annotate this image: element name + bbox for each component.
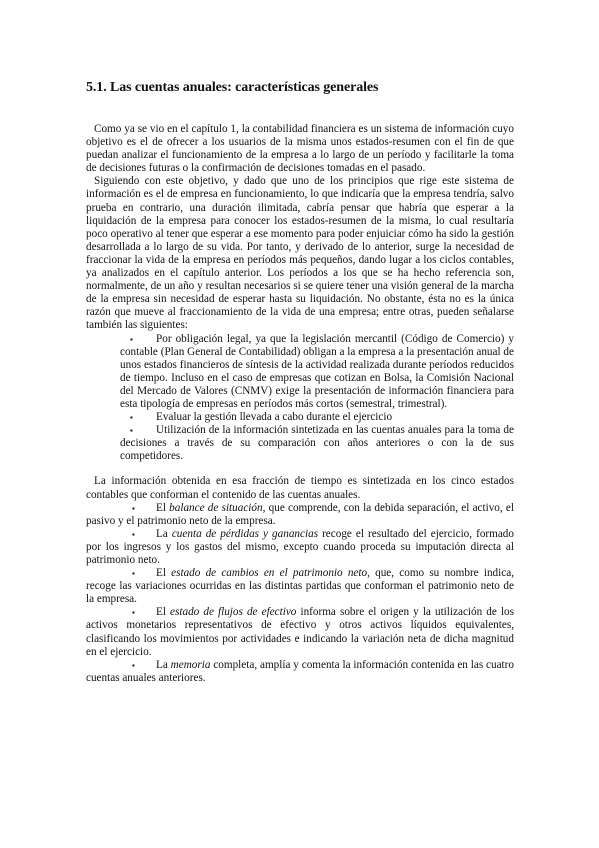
statements-list	[86, 502, 514, 685]
bullet-icon: ▪	[132, 660, 135, 670]
statement-term: estado de cambios en el patrimonio neto	[171, 567, 368, 580]
bullet-icon: ▪	[130, 413, 133, 423]
list-item: ▪ El balance de situación, que comprende, con la debida separación, el activo, el pasivo y el patrimonio neto de la empresa.	[86, 501, 514, 527]
list-item: ▪ La memoria completa, amplía y comenta la información contenida en las cuatro cuentas anuales anteriores.	[86, 658, 514, 684]
bullet-icon: ▪	[132, 503, 135, 513]
list-item: ▪ El estado de flujos de efectivo informa sobre el origen y la utilización de los activos monetarios representativos de efectivo y otros activos líquidos equivalentes, clasificando los movimientos por actividades e indicando la variación neta de dicha magnitud en el ejercicio.	[86, 606, 514, 658]
paragraph-statements-intro: La información obtenida en esa fracción de tiempo es sintetizada en los cinco estados contables que conforman el contenido de las cuentas anuales.	[86, 475, 514, 501]
statement-term: estado de flujos de efectivo	[170, 606, 297, 619]
bullet-icon: ▪	[132, 608, 135, 618]
list-item: ▪ El estado de cambios en el patrimonio neto, que, como su nombre indica, recoge las variaciones ocurridas en las distintas partidas que conforman el patrimonio neto de la empresa.	[86, 567, 514, 606]
statement-term: balance de situación	[169, 501, 263, 514]
statement-term: cuenta de pérdidas y ganancias	[171, 527, 319, 540]
document-body	[86, 123, 514, 685]
statement-term: memoria	[170, 658, 211, 671]
bullet-icon: ▪	[132, 529, 135, 539]
paragraph-periods: Siguiendo con este objetivo, y dado que uno de los principios que rige este sistema de información es el de empresa en funcionamiento, lo que indicaría que la empresa tendría, salvo prueba en contrario, una duración ilimitada, cabría pensar que habría que esperar a la liquidación de la empresa para conocer los estados-resumen de la misma, lo cual resultaría poco operativo al tener que esperar a ese momento para poder enjuiciar cómo ha sido la gestión desarrollada a lo largo de su vida. Por tanto, y derivado de lo anterior, surge la necesidad de fraccionar la vida de la empresa en períodos más pequeños, dando lugar a los ciclos contables, ya analizados en el capítulo anterior. Los períodos a los que se ha hecho referencia son, normalmente, de un año y resultan necesarios si se quiere tener una visión general de la marcha de la empresa sin necesidad de esperar hasta su liquidación. No obstante, ésta no es la única razón que mueve al fraccionamiento de la vida de una empresa; entre otras, pueden señalarse también las siguientes:	[86, 175, 514, 332]
section-title: 5.1. Las cuentas anuales: características generales	[86, 80, 379, 95]
list-item: ▪ La cuenta de pérdidas y ganancias recoge el resultado del ejercicio, formado por los ingresos y los gastos del mismo, excepto cuando proceda su imputación directa al patrimonio neto.	[86, 527, 514, 566]
list-item: ▪ Por obligación legal, ya que la legislación mercantil (Código de Comercio) y contable (Plan General de Contabilidad) obligan a la empresa a la presentación anual de unos estados financieros de síntesis de la actividad realizada durante períodos reducidos de tiempo. Incluso en el caso de empresas que cotizan en Bolsa, la Comisión Nacional del Mercado de Valores (CNMV) exige la presentación de información financiera para esta tipología de empresas en períodos más cortos (semestral, trimestral).	[120, 332, 514, 410]
list-item: ▪ Utilización de la información sintetizada en las cuentas anuales para la toma de decisiones a través de su comparación con años anteriores o con la de sus competidores.	[120, 424, 514, 463]
list-item: ▪ Evaluar la gestión llevada a cabo durante el ejercicio	[130, 411, 393, 424]
bullet-icon: ▪	[130, 426, 133, 436]
bullet-icon: ▪	[132, 569, 135, 579]
reasons-list	[86, 333, 514, 464]
bullet-icon: ▪	[130, 334, 133, 344]
paragraph-intro: Como ya se vio en el capítulo 1, la contabilidad financiera es un sistema de información cuyo objetivo es el de ofrecer a los usuarios de la misma unos estados-resumen con el fin de que puedan analizar el funcionamiento de la empresa a lo largo de un período y facilitarle la toma de decisiones futuras o la confirmación de decisiones tomadas en el pasado.	[86, 123, 514, 175]
